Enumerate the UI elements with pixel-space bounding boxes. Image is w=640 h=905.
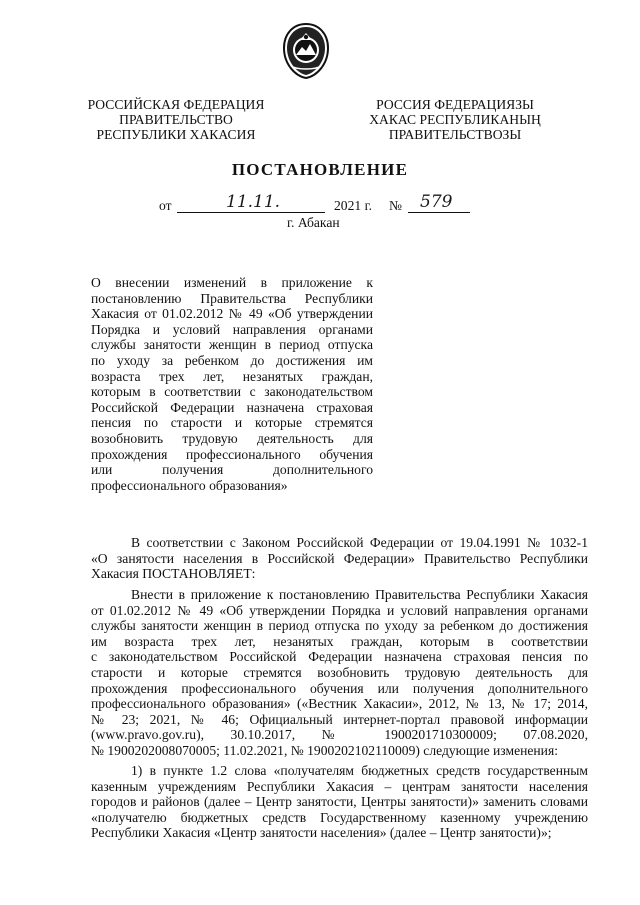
subitem-1-paragraph <box>91 763 588 841</box>
subject-line: которым в соответствии с законодательством <box>91 384 373 400</box>
item-1-line: (www.pravo.gov.ru), 30.10.2017, № 1900201710300009; 07.08.2020, <box>91 727 588 743</box>
item-1-line: от 01.02.2012 № 49 «Об утверждении Порядка и условий направления органами <box>91 602 588 618</box>
subject-line: постановлению Правительства Республики <box>91 290 373 306</box>
city-label: г. Абакан <box>287 215 340 230</box>
subject-line: прохождения профессионального обучения <box>91 446 373 462</box>
subitem-1-line: казенным учреждениям Республики Хакасия – центрам занятости населения <box>91 778 588 794</box>
preamble-line: «О занятости населения в Российской Федерации» Правительство Республики <box>91 550 588 566</box>
item-1-line: прохождения профессионального обучения или получения дополнительного <box>91 680 588 696</box>
item-1-line: № 23; 2021, № 46; Официальный интернет-портал правовой информации <box>91 711 588 727</box>
subject-line: или получения дополнительного <box>91 462 373 478</box>
subject-line: возраста трех лет, незанятых граждан, <box>91 368 373 384</box>
subject-line: службы занятости женщин в период отпуска <box>91 337 373 353</box>
item-1-line: им возраста трех лет, незанятых граждан, которым в соответствии <box>91 633 588 649</box>
header-right-line-1: РОССИЯ ФЕДЕРАЦИЯЗЫ <box>376 97 534 112</box>
header-right-line-2: ХАКАС РЕСПУБЛИКАНЫҢ <box>369 112 541 127</box>
item-1-line: службы занятости женщин в период отпуска по уходу за ребенком до достижения <box>91 618 588 634</box>
item-1-line: профессионального образования» («Вестник Хакасии», 2012, № 13, № 17; 2014, <box>91 696 588 712</box>
header-left-line-2: ПРАВИТЕЛЬСТВО <box>119 112 233 127</box>
document-title: ПОСТАНОВЛЕНИЕ <box>231 160 409 179</box>
subject-line: профессионального образования» <box>91 477 288 493</box>
preamble-line: Хакасия ПОСТАНОВЛЯЕТ: <box>91 566 256 582</box>
subitem-1-line: городов и районов (далее – Центр занятости, Центры занятости)» заменить словами <box>91 794 588 810</box>
item-1-line: Внести в приложение к постановлению Правительства Республики Хакасия <box>131 587 588 602</box>
header-right <box>366 97 544 142</box>
subject-line: О внесении изменений в приложение к <box>91 275 373 290</box>
document-subject <box>91 275 373 493</box>
subject-line: Хакасия от 01.02.2012 № 49 «Об утверждении <box>91 306 373 322</box>
item-1-line: с законодательством Российской Федерации назначена страховая пенсия по <box>91 649 588 665</box>
subject-line: Порядка и условий направления органами <box>91 321 373 337</box>
header-left-line-3: РЕСПУБЛИКИ ХАКАСИЯ <box>96 127 256 142</box>
item-1-paragraph <box>91 587 588 759</box>
subject-line: по уходу за ребенком до достижения им <box>91 352 373 368</box>
subitem-1-line: «получателю бюджетных средств Государственному казенному учреждению <box>91 809 588 825</box>
handwritten-date: 11.11. <box>226 192 281 212</box>
header-left-line-1: РОССИЙСКАЯ ФЕДЕРАЦИЯ <box>87 97 265 112</box>
subitem-1-line: Республики Хакасия «Центр занятости населения» (далее – Центр занятости)»; <box>91 825 552 841</box>
preamble-line: В соответствии с Законом Российской Федерации от 19.04.1991 № 1032-1 <box>131 535 588 550</box>
year-text: 2021 г. <box>334 198 373 213</box>
date-underline <box>177 212 325 213</box>
header-right-line-3: ПРАВИТЕЛЬСТВОЗЫ <box>388 127 522 142</box>
date-prefix: от <box>159 198 172 213</box>
number-sign: № <box>389 198 402 213</box>
subitem-1-line: 1) в пункте 1.2 слова «получателям бюджетных средств государственным <box>131 763 588 778</box>
header-left <box>78 97 274 142</box>
handwritten-number: 579 <box>420 192 453 212</box>
coat-of-arms-icon <box>281 22 331 80</box>
number-underline <box>408 212 470 213</box>
item-1-line: № 1900202008070005; 11.02.2021, № 1900202102110009) следующие изменения: <box>91 742 558 758</box>
subject-line: пенсия по старости и которые стремятся <box>91 415 373 431</box>
preamble-paragraph <box>91 535 588 582</box>
subject-line: возобновить трудовую деятельность для <box>91 430 373 446</box>
subject-line: Российской Федерации назначена страховая <box>91 399 373 415</box>
item-1-line: старости и которые стремятся возобновить трудовую деятельность для <box>91 664 588 680</box>
